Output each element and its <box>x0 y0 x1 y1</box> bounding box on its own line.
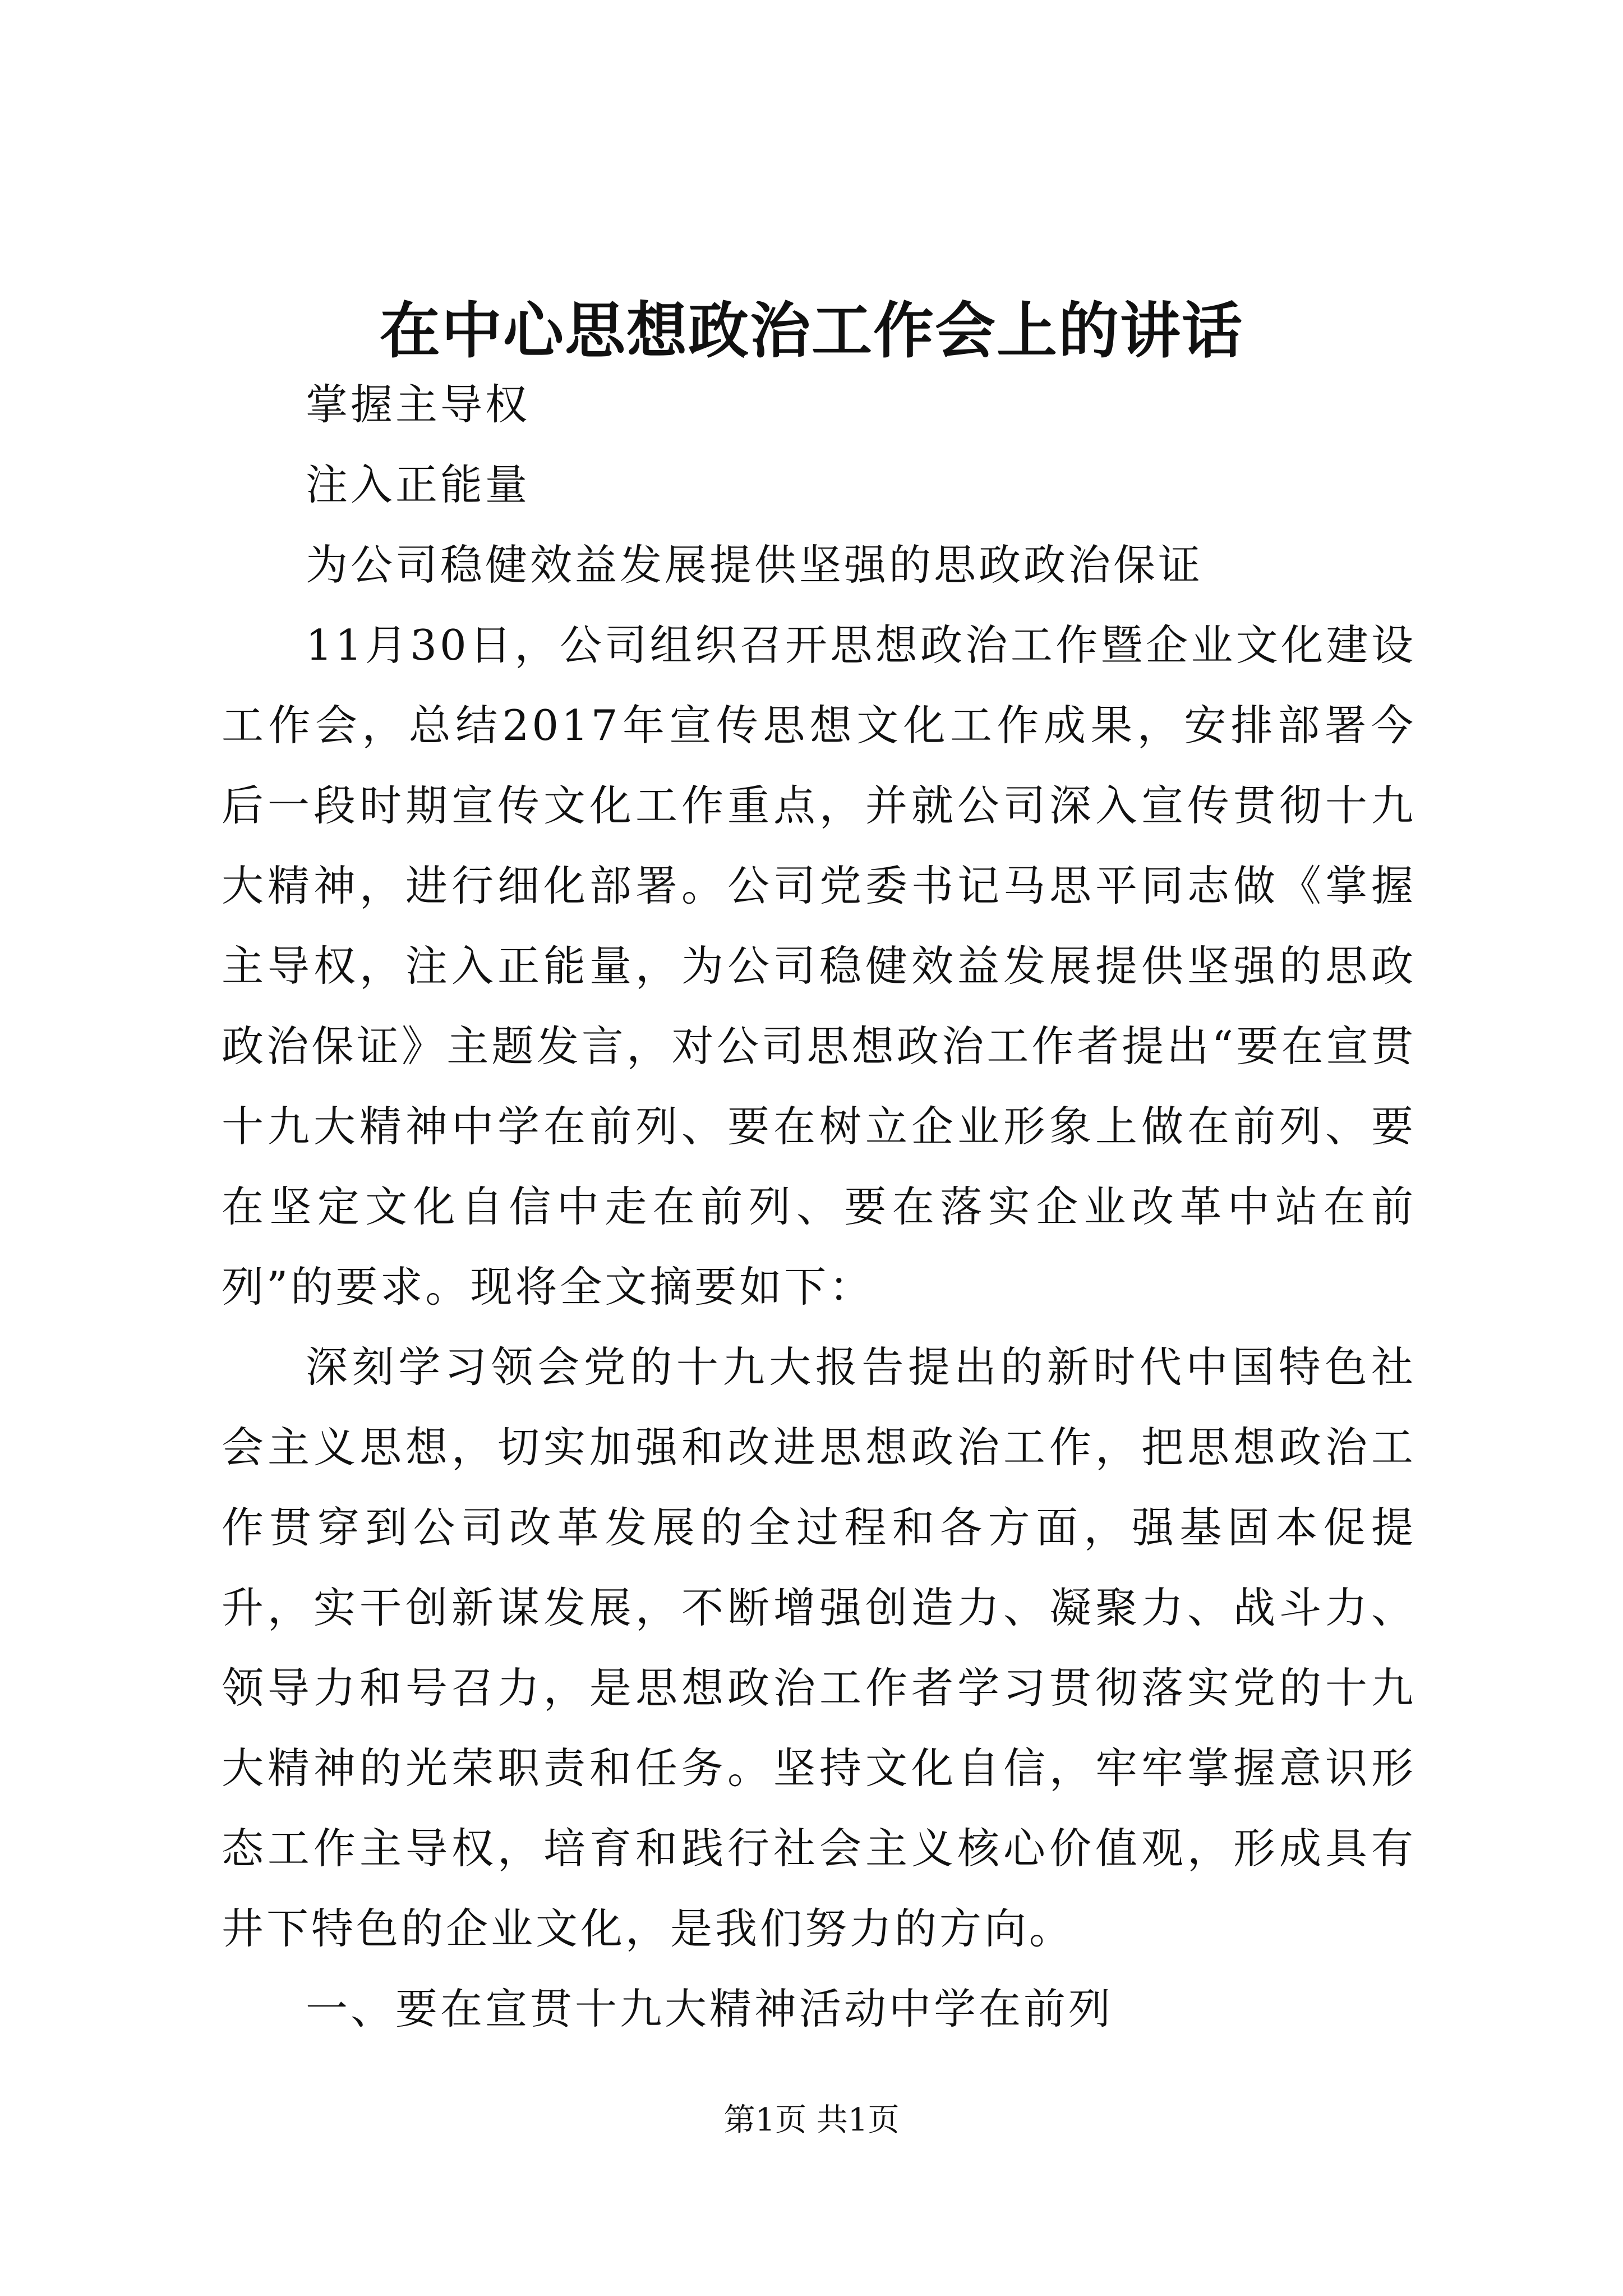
body-paragraph: 深刻学习领会党的十九大报告提出的新时代中国特色社会主义思想，切实加强和改进思想政治工作，把思想政治工作贯穿到公司改革发展的全过程和各方面，强基固本促提升，实干创新谋发展，不断增强创造力、凝聚力、战斗力、领导力和号召力，是思想政治工作者学习贯彻落实党的十九大精神的光荣职责和任务。坚持文化自信，牢牢掌握意识形态工作主导权，培育和践行社会主义核心价值观，形成具有井下特色的企业文化，是我们努力的方向。 <box>222 1342 1416 1953</box>
section-heading: 一、要在宣贯十九大精神活动中学在前列 <box>306 1984 1114 2033</box>
document-title: 在中心思想政治工作会上的讲话 <box>379 296 1243 366</box>
document-body <box>222 365 1416 2049</box>
subtitle-line: 为公司稳健效益发展提供坚强的思政政治保证 <box>306 540 1204 590</box>
subtitle-line: 注入正能量 <box>306 460 531 509</box>
subtitle-line: 掌握主导权 <box>306 380 531 429</box>
body-paragraph: 11月30日，公司组织召开思想政治工作暨企业文化建设工作会，总结2017年宣传思想文化工作成果，安排部署今后一段时期宣传文化工作重点，并就公司深入宣传贯彻十九大精神，进行细化部署。公司党委书记马思平同志做《掌握主导权，注入正能量，为公司稳健效益发展提供坚强的思政政治保证》主题发言，对公司思想政治工作者提出“要在宣贯十九大精神中学在前列、要在树立企业形象上做在前列、要在坚定文化自信中走在前列、要在落实企业改革中站在前列”的要求。现将全文摘要如下： <box>222 620 1416 1312</box>
page-footer: 第1页 共1页 <box>723 2102 900 2138</box>
